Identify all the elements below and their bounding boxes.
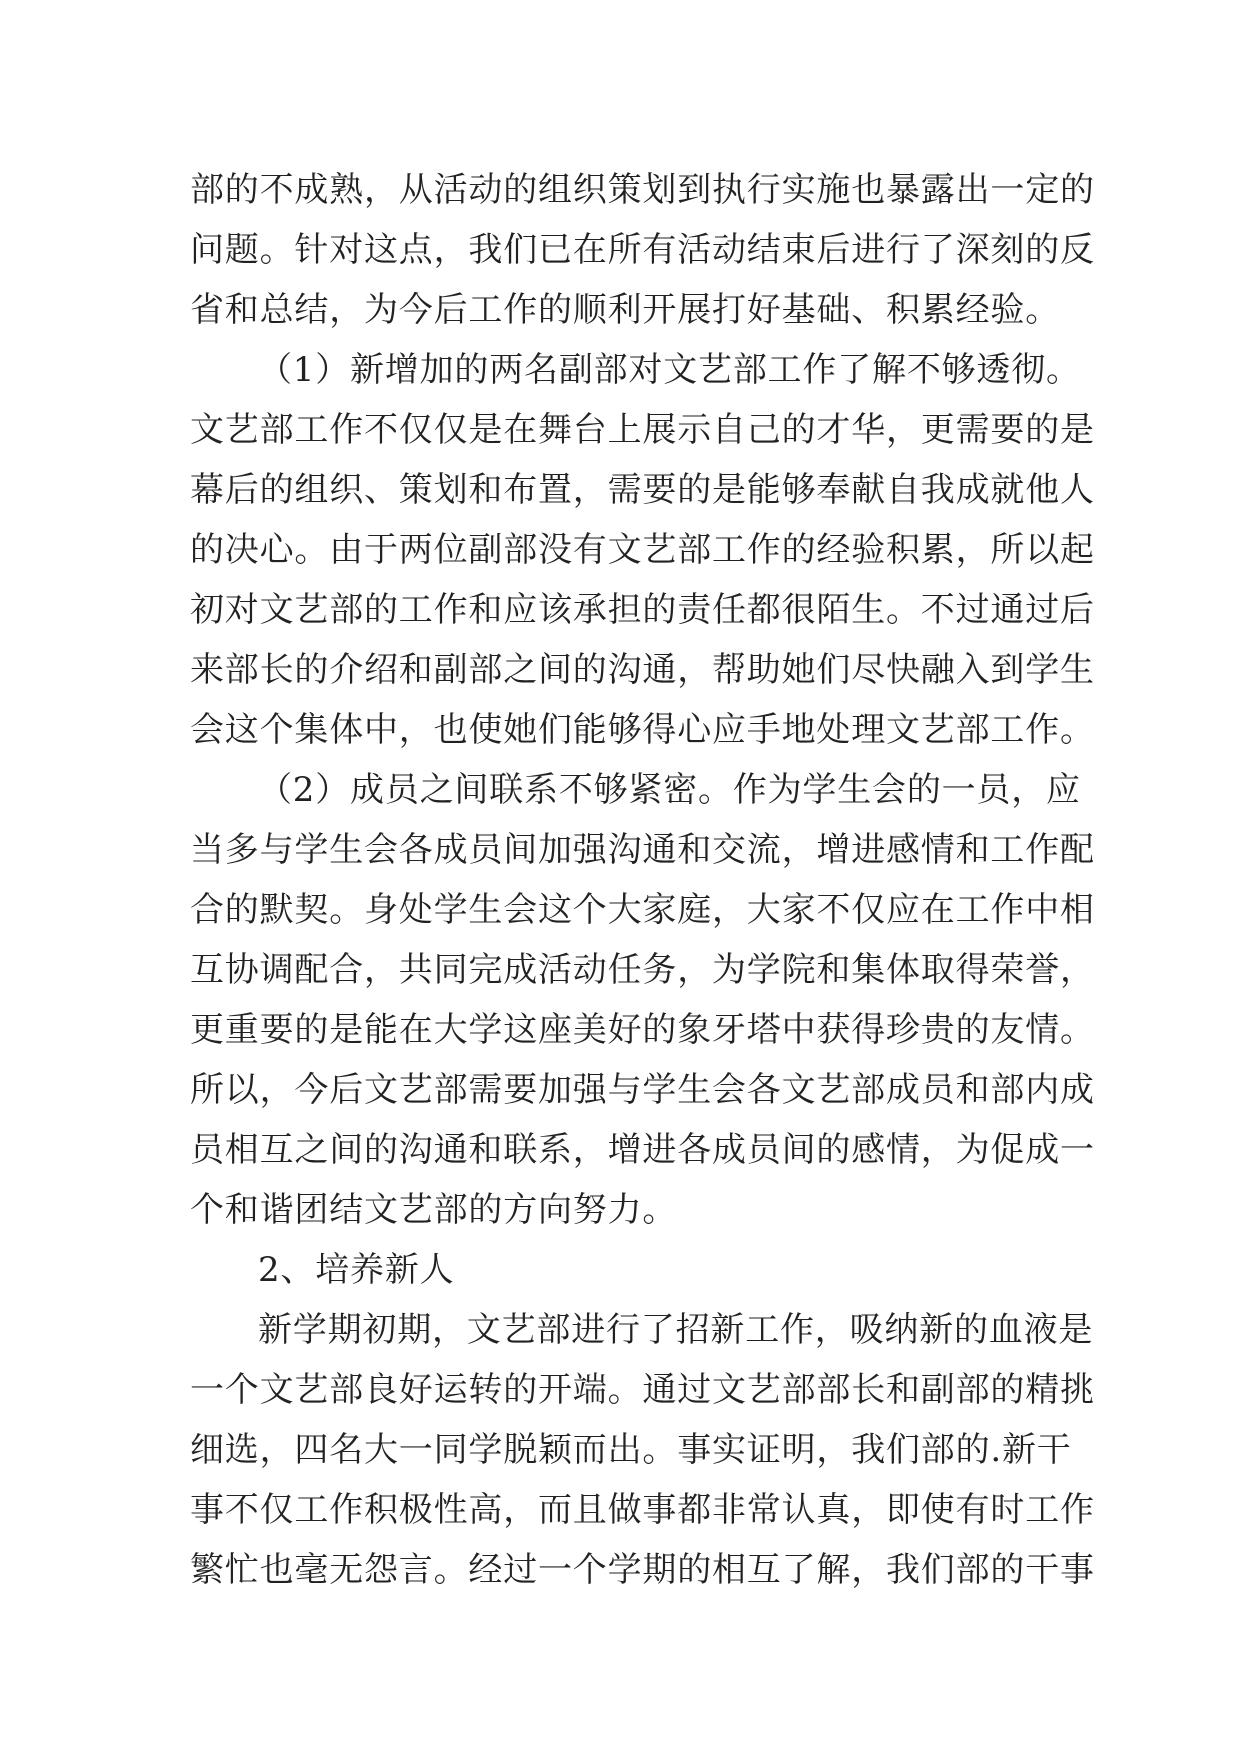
text-line: 初对文艺部的工作和应该承担的责任都很陌生。不过通过后 (190, 590, 1095, 630)
heading-line: 2、培养新人 (258, 1250, 455, 1290)
text-line: 合的默契。身处学生会这个大家庭，大家不仅应在工作中相 (190, 890, 1095, 930)
paragraph-item-2 (190, 760, 1095, 1240)
text-line: 更重要的是能在大学这座美好的象牙塔中获得珍贵的友情。 (190, 1010, 1095, 1050)
text-line: 的决心。由于两位副部没有文艺部工作的经验积累，所以起 (190, 530, 1095, 570)
paragraph-new-members (190, 1300, 1095, 1600)
text-line: 问题。针对这点，我们已在所有活动结束后进行了深刻的反 (190, 230, 1095, 270)
text-line: （2）成员之间联系不够紧密。作为学生会的一员，应 (258, 770, 1081, 810)
text-line: 幕后的组织、策划和布置，需要的是能够奉献自我成就他人 (190, 470, 1095, 510)
text-line: 省和总结，为今后工作的顺利开展打好基础、积累经验。 (190, 290, 1060, 330)
text-line: 部的不成熟，从活动的组织策划到执行实施也暴露出一定的 (190, 170, 1095, 210)
paragraph-item-1 (190, 340, 1095, 760)
text-line: 一个文艺部良好运转的开端。通过文艺部部长和副部的精挑 (190, 1370, 1095, 1410)
text-line: 事不仅工作积极性高，而且做事都非常认真，即使有时工作 (190, 1490, 1095, 1530)
section-heading (190, 1240, 1070, 1300)
text-line: 繁忙也毫无怨言。经过一个学期的相互了解，我们部的干事 (190, 1550, 1095, 1590)
text-line: （1）新增加的两名副部对文艺部工作了解不够透彻。 (258, 350, 1081, 390)
text-line: 文艺部工作不仅仅是在舞台上展示自己的才华，更需要的是 (190, 410, 1095, 450)
text-line: 当多与学生会各成员间加强沟通和交流，增进感情和工作配 (190, 830, 1095, 870)
text-line: 互协调配合，共同完成活动任务，为学院和集体取得荣誉， (190, 950, 1095, 990)
text-line: 细选，四名大一同学脱颖而出。事实证明，我们部的.新干 (190, 1430, 1072, 1470)
text-line: 新学期初期，文艺部进行了招新工作，吸纳新的血液是 (258, 1310, 1094, 1350)
text-line: 员相互之间的沟通和联系，增进各成员间的感情，为促成一 (190, 1130, 1095, 1170)
text-line: 会这个集体中，也使她们能够得心应手地处理文艺部工作。 (190, 710, 1095, 750)
document-body (190, 160, 1095, 1600)
text-line: 来部长的介绍和副部之间的沟通，帮助她们尽快融入到学生 (190, 650, 1095, 690)
text-line: 个和谐团结文艺部的方向努力。 (190, 1190, 678, 1230)
text-line: 所以，今后文艺部需要加强与学生会各文艺部成员和部内成 (190, 1070, 1095, 1110)
paragraph-continuation (190, 160, 1095, 340)
